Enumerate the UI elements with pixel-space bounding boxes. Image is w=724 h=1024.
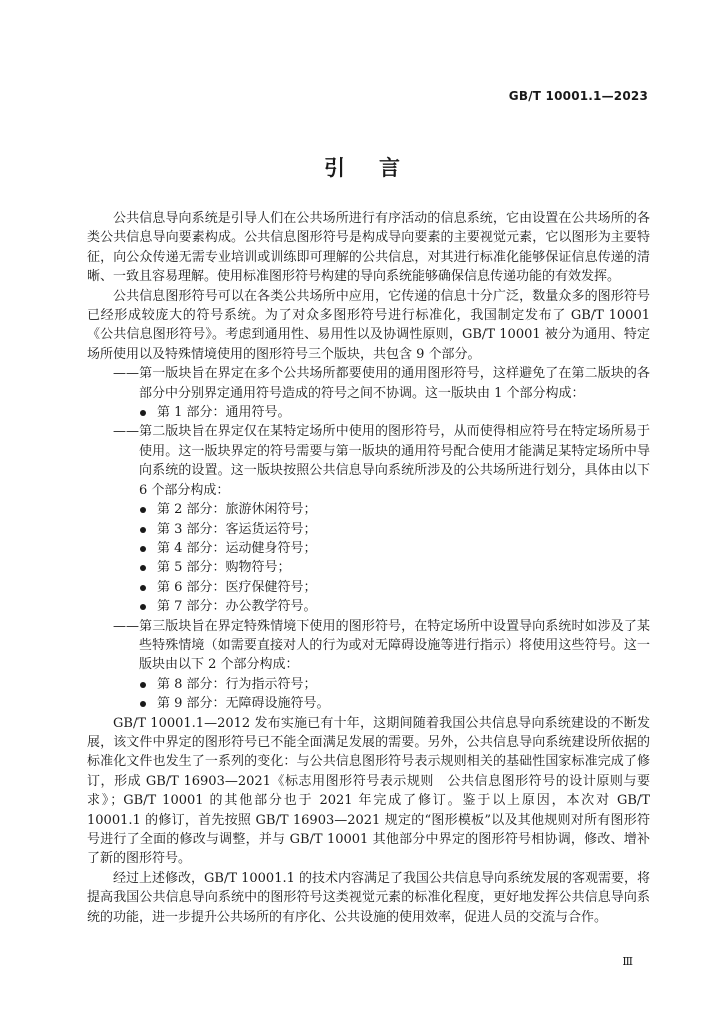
bullet-icon — [140, 527, 146, 533]
list-item — [87, 578, 650, 597]
paragraph-conclusion: 经过上述修改，GB/T 10001.1 的技术内容满足了我国公共信息导向系统发展的客观需要，将提高我国公共信息导向系统中的图形符号这类视觉元素的标准化程度，更好地发挥公共信息导向系统的功能，进一步提升公共场所的有序化、公共设施的使用效率，促进人员的交流与合作。 — [87, 870, 651, 925]
list-item-label: 第 3 部分：客运货运符号； — [157, 521, 317, 537]
page-number: Ⅲ — [622, 955, 633, 968]
standard-code: GB/T 10001.1—2023 — [508, 89, 648, 103]
list-item-label: 第 9 部分：无障碍设施符号。 — [157, 696, 330, 712]
list-item-label: 第 7 部分：办公教学符号。 — [157, 599, 317, 615]
list-item-label: 第 5 部分：购物符号； — [157, 560, 291, 576]
section-three-description: ——第三版块旨在界定特殊情境下使用的图形符号，在特定场所中设置导向系统时如涉及了某些特殊情境（如需要直接对人的行为或对无障碍设施等进行指示）将使用这些符号。这一版块由以下 2 个部分构成： — [113, 618, 650, 673]
list-item — [87, 675, 650, 694]
list-item-label: 第 4 部分：运动健身符号； — [157, 540, 317, 556]
list-item — [87, 539, 650, 558]
section-one-description: ——第一版块旨在界定在多个公共场所都要使用的通用图形符号，这样避免了在第二版块的各部分中分别界定通用符号造成的符号之间不协调。这一版块由 1 个部分构成： — [113, 366, 650, 401]
list-item — [87, 520, 650, 539]
paragraph-intro: 公共信息导向系统是引导人们在公共场所进行有序活动的信息系统，它由设置在公共场所的各类公共信息导向要素构成。公共信息图形符号是构成导向要素的主要视觉元素，它以图形为主要特征，向公众传递无需专业培训或训练即可理解的公共信息，对其进行标准化能够保证信息传递的清晰、一致且容易理解。使用标准图形符号构建的导向系统能够确保信息传递功能的有效发挥。 — [87, 211, 650, 285]
list-item — [87, 403, 650, 422]
bullet-icon — [140, 546, 146, 552]
list-item-label: 第 6 部分：医疗保健符号； — [157, 579, 317, 595]
list-item — [87, 500, 650, 519]
list-item-label: 第 2 部分：旅游休闲符号； — [157, 502, 317, 518]
list-item — [87, 694, 650, 713]
list-item — [87, 597, 650, 616]
list-item-label: 第 8 部分：行为指示符号； — [157, 676, 317, 692]
paragraph-revision-reason: GB/T 10001.1—2012 发布实施已有十年，这期间随着我国公共信息导向系统建设的不断发展，该文件中界定的图形符号已不能全面满足发展的需要。另外，公共信息导向系统建设所依据的标准化文件也发生了一系列的变化：与公共信息图形符号表示规则相关的基础性国家标准完成了修订，形成 GB/T 16903—2021《标志用图形符号表示规则 公共信息图形符号的设计原则与要求》；GB/T 10001 的其他部分也于 2021 年完成了修订。鉴于以上原因，本次对 GB/T 10001.1 的修订，首先按照 GB/T 16903—2021 规定的“图形模板”以及其他规则对所有图形符号进行了全面的修改与调整，并与 GB/T 10001 其他部分中界定的图形符号相协调，修改、增补了新的图形符号。 — [87, 715, 650, 867]
bullet-icon — [140, 682, 146, 688]
document-body — [87, 209, 650, 927]
section-two-description: ——第二版块旨在界定仅在某特定场所中使用的图形符号，从而使得相应符号在特定场所易于使用。这一版块界定的符号需要与第一版块的通用符号配合使用才能满足某特定场所中导向系统的设置。这一版块按照公共信息导向系统所涉及的公共场所进行划分，具体由以下 6 个部分构成： — [113, 424, 650, 498]
list-item-label: 第 1 部分：通用符号。 — [157, 405, 291, 421]
bullet-icon — [140, 585, 146, 591]
paragraph-structure: 公共信息图形符号可以在各类公共场所中应用，它传递的信息十分广泛，数量众多的图形符号已经形成较庞大的符号系统。为了对众多图形符号进行标准化，我国制定发布了 GB/T 10001《公共信息图形符号》。考虑到通用性、易用性以及协调性原则，GB/T 10001 被分为通用、特定场所使用以及特殊情境使用的图形符号三个版块，共包含 9 个部分。 — [87, 288, 650, 362]
list-item — [87, 558, 650, 577]
page-title: 引言 — [324, 156, 434, 180]
